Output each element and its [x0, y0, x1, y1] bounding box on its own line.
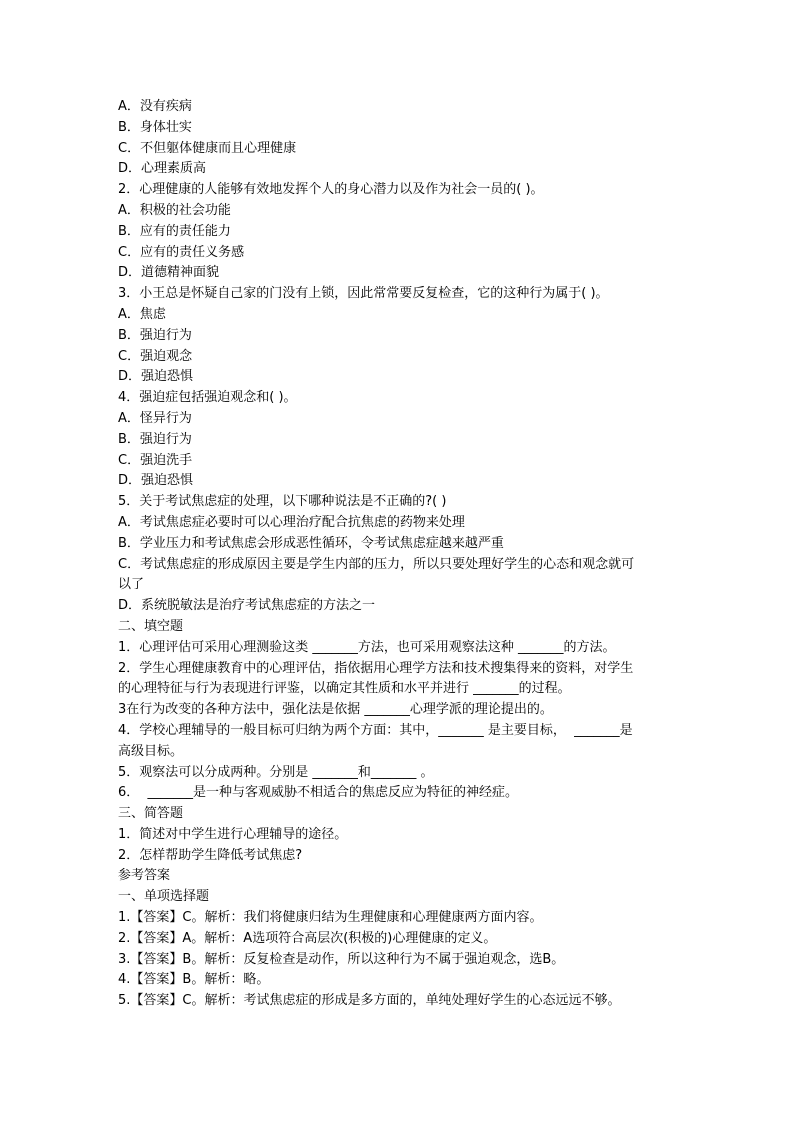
q1-option-c: C．不但躯体健康而且心理健康: [118, 140, 297, 156]
q4-option-b: B．强迫行为: [118, 431, 192, 447]
q4-option-c: C．强迫洗手: [118, 452, 193, 468]
fill-blank-6: 6． _______是一种与客观威胁不相适合的焦虑反应为特征的神经症。: [118, 785, 519, 801]
q1-option-a: A．没有疾病: [118, 99, 192, 114]
q5-option-c: C．考试焦虑症的形成原因主要是学生内部的压力，所以只要处理好学生的心态和观念就可: [118, 556, 635, 572]
fill-blank-4: 4．学校心理辅导的一般目标可归纳为两个方面：其中，_______ 是主要目标， _______是: [118, 722, 633, 738]
q3-option-d: D．强迫恐惧: [118, 369, 194, 385]
fill-blank-2: 2．学生心理健康教育中的心理评估，指依据用心理学方法和技术搜集得来的资料，对学生: [118, 660, 634, 676]
answer-5: 5.【答案】C。解析：考试焦虑症的形成是多方面的，单纯处理好学生的心态远远不够。: [118, 993, 621, 1009]
answer-key-heading: 参考答案: [118, 868, 171, 884]
q2-option-b: B．应有的责任能力: [118, 223, 231, 239]
short-answer-1: 1．简述对中学生进行心理辅导的途径。: [118, 826, 348, 842]
q1-option-d: D．心理素质高: [118, 161, 207, 177]
q3-option-c: C．强迫观念: [118, 348, 193, 364]
q4-option-a: A．怪异行为: [118, 410, 192, 426]
answer-4: 4.【答案】B。解析：略。: [118, 972, 270, 988]
q3-option-b: B．强迫行为: [118, 327, 192, 343]
question-2: 2．心理健康的人能够有效地发挥个人的身心潜力以及作为社会一员的( )。: [118, 182, 544, 198]
section-heading-fill-blank: 二、填空题: [118, 618, 184, 634]
fill-blank-3: 3在行为改变的各种方法中，强化法是依据 _______心理学派的理论提出的。: [118, 702, 553, 718]
fill-blank-1: 1．心理评估可采用心理测验这类 _______方法，也可采用观察法这种 _______的方法。: [118, 639, 616, 655]
answer-3: 3.【答案】B。解析：反复检查是动作，所以这种行为不属于强迫观念，选B。: [118, 951, 565, 967]
short-answer-2: 2．怎样帮助学生降低考试焦虑?: [118, 847, 303, 863]
document-body: [118, 97, 678, 1012]
question-5: 5．关于考试焦虑症的处理，以下哪种说法是不正确的?( ): [118, 494, 447, 510]
q3-option-a: A．焦虑: [118, 306, 166, 322]
q2-option-a: A．积极的社会功能: [118, 202, 231, 218]
fill-blank-5: 5．观察法可以分成两种。分别是 _______和_______ 。: [118, 764, 434, 780]
fill-blank-2-continued: 的心理特征与行为表现进行评鉴，以确定其性质和水平并进行 _______的过程。: [118, 681, 571, 697]
answer-section-heading-single-choice: 一、单项选择题: [118, 889, 210, 905]
question-4: 4．强迫症包括强迫观念和( )。: [118, 390, 297, 406]
q5-option-d: D．系统脱敏法是治疗考试焦虑症的方法之一: [118, 598, 376, 614]
section-heading-short-answer: 三、简答题: [118, 806, 184, 822]
question-3: 3．小王总是怀疑自己家的门没有上锁，因此常常要反复检查，它的这种行为属于( )。: [118, 286, 609, 302]
q2-option-c: C．应有的责任义务感: [118, 244, 245, 260]
q1-option-b: B．身体壮实: [118, 119, 192, 135]
q5-option-c-continued: 以了: [118, 577, 145, 593]
q5-option-a: A．考试焦虑症必要时可以心理治疗配合抗焦虑的药物来处理: [118, 514, 465, 530]
q2-option-d: D．道德精神面貌: [118, 265, 220, 281]
fill-blank-4-continued: 高级目标。: [118, 743, 184, 759]
answer-2: 2.【答案】A。解析：A选项符合高层次(积极的)心理健康的定义。: [118, 930, 497, 946]
answer-1: 1.【答案】C。解析：我们将健康归结为生理健康和心理健康两方面内容。: [118, 910, 543, 926]
q5-option-b: B．学业压力和考试焦虑会形成恶性循环，令考试焦虑症越来越严重: [118, 535, 504, 551]
q4-option-d: D．强迫恐惧: [118, 473, 194, 489]
